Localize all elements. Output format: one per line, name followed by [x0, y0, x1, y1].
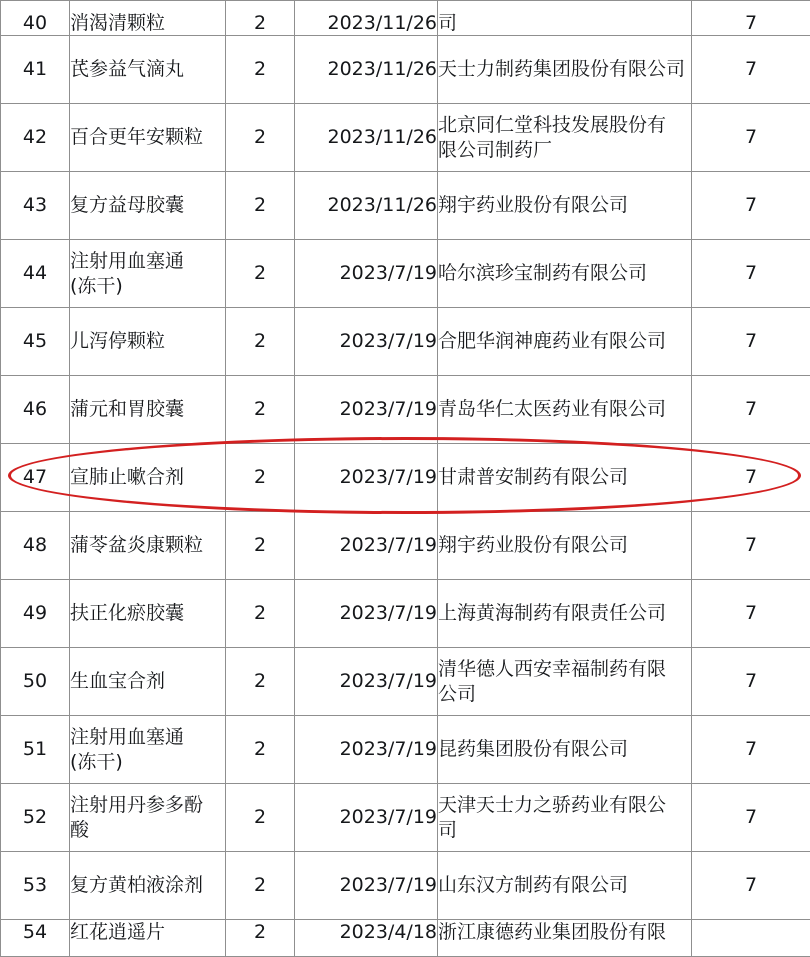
- drug-name-line-2: (冻干): [70, 274, 225, 298]
- score-cell: 7: [692, 308, 810, 376]
- table-row-highlighted[interactable]: [1, 444, 810, 512]
- company-line-2: 公司: [438, 682, 691, 706]
- table-row[interactable]: [1, 852, 810, 920]
- score-cell: 7: [692, 172, 810, 240]
- table-row[interactable]: [1, 580, 810, 648]
- quantity-cell: 2: [226, 1, 295, 36]
- row-index-cell: 51: [1, 716, 70, 784]
- company-line-2: 限公司制药厂: [438, 138, 691, 162]
- drug-name-cell: 儿泻停颗粒: [70, 308, 226, 376]
- row-index-cell: 44: [1, 240, 70, 308]
- date-cell: 2023/7/19: [295, 512, 438, 580]
- drug-name-cell: 生血宝合剂: [70, 648, 226, 716]
- date-cell: 2023/11/26: [295, 36, 438, 104]
- company-cell: 上海黄海制药有限责任公司: [438, 580, 692, 648]
- row-index-cell: 53: [1, 852, 70, 920]
- row-index-cell: 54: [1, 920, 70, 957]
- row-index-cell: 47: [1, 444, 70, 512]
- score-cell: 7: [692, 444, 810, 512]
- date-cell: 2023/4/18: [295, 920, 438, 957]
- date-cell: 2023/7/19: [295, 648, 438, 716]
- row-index-cell: 46: [1, 376, 70, 444]
- row-index-cell: 45: [1, 308, 70, 376]
- table-row[interactable]: [1, 172, 810, 240]
- score-cell: [692, 920, 810, 957]
- score-cell: 7: [692, 104, 810, 172]
- company-cell: [438, 648, 692, 716]
- row-index-cell: 40: [1, 1, 70, 36]
- company-cell: 翔宇药业股份有限公司: [438, 172, 692, 240]
- drug-name-cell: [70, 240, 226, 308]
- drug-name-cell: 芪参益气滴丸: [70, 36, 226, 104]
- company-cell: [438, 104, 692, 172]
- drug-name-cell: [70, 716, 226, 784]
- score-cell: 7: [692, 784, 810, 852]
- score-cell: 7: [692, 240, 810, 308]
- date-cell: 2023/7/19: [295, 580, 438, 648]
- drug-name-cell: 扶正化瘀胶囊: [70, 580, 226, 648]
- drug-name-cell: 红花逍遥片: [70, 920, 226, 957]
- date-cell: 2023/11/26: [295, 172, 438, 240]
- quantity-cell: 2: [226, 512, 295, 580]
- quantity-cell: 2: [226, 172, 295, 240]
- row-index-cell: 49: [1, 580, 70, 648]
- drug-name-cell: 宣肺止嗽合剂: [70, 444, 226, 512]
- row-index-cell: 48: [1, 512, 70, 580]
- quantity-cell: 2: [226, 648, 295, 716]
- quantity-cell: 2: [226, 716, 295, 784]
- row-index-cell: 43: [1, 172, 70, 240]
- score-cell: 7: [692, 1, 810, 36]
- drug-name-cell: [70, 784, 226, 852]
- table-row[interactable]: [1, 36, 810, 104]
- score-cell: 7: [692, 716, 810, 784]
- date-cell: 2023/7/19: [295, 376, 438, 444]
- date-cell: 2023/7/19: [295, 716, 438, 784]
- table-row[interactable]: [1, 512, 810, 580]
- date-cell: 2023/7/19: [295, 240, 438, 308]
- score-cell: 7: [692, 580, 810, 648]
- table-body: [1, 1, 810, 957]
- quantity-cell: 2: [226, 852, 295, 920]
- row-index-cell: 52: [1, 784, 70, 852]
- table-row[interactable]: [1, 1, 810, 36]
- table-row[interactable]: [1, 104, 810, 172]
- drug-name-cell: 蒲元和胃胶囊: [70, 376, 226, 444]
- quantity-cell: 2: [226, 580, 295, 648]
- company-line-1: 清华德人西安幸福制药有限: [438, 657, 691, 681]
- date-cell: 2023/7/19: [295, 308, 438, 376]
- table-row[interactable]: [1, 240, 810, 308]
- company-line-1: 北京同仁堂科技发展股份有: [438, 113, 691, 137]
- company-cell: 合肥华润神鹿药业有限公司: [438, 308, 692, 376]
- quantity-cell: 2: [226, 784, 295, 852]
- drug-name-line-1: 注射用血塞通: [70, 249, 225, 273]
- date-cell: 2023/7/19: [295, 784, 438, 852]
- company-cell: [438, 784, 692, 852]
- drug-name-line-1: 注射用血塞通: [70, 725, 225, 749]
- row-index-cell: 50: [1, 648, 70, 716]
- table-row[interactable]: [1, 376, 810, 444]
- company-cell: 浙江康德药业集团股份有限: [438, 920, 692, 957]
- drug-name-cell: 蒲苓盆炎康颗粒: [70, 512, 226, 580]
- quantity-cell: 2: [226, 240, 295, 308]
- score-cell: 7: [692, 36, 810, 104]
- drug-name-line-1: 注射用丹参多酚: [70, 793, 225, 817]
- company-cell: 甘肃普安制药有限公司: [438, 444, 692, 512]
- company-cell: 司: [438, 1, 692, 36]
- score-cell: 7: [692, 376, 810, 444]
- quantity-cell: 2: [226, 104, 295, 172]
- quantity-cell: 2: [226, 920, 295, 957]
- drug-name-cell: 复方黄柏液涂剂: [70, 852, 226, 920]
- table-row[interactable]: [1, 920, 810, 957]
- date-cell: 2023/11/26: [295, 104, 438, 172]
- company-cell: 哈尔滨珍宝制药有限公司: [438, 240, 692, 308]
- company-line-1: 天津天士力之骄药业有限公: [438, 793, 691, 817]
- table-row[interactable]: [1, 648, 810, 716]
- quantity-cell: 2: [226, 36, 295, 104]
- drug-name-cell: 复方益母胶囊: [70, 172, 226, 240]
- company-cell: 青岛华仁太医药业有限公司: [438, 376, 692, 444]
- table-row[interactable]: [1, 784, 810, 852]
- company-line-2: 司: [438, 818, 691, 842]
- company-cell: 天士力制药集团股份有限公司: [438, 36, 692, 104]
- company-cell: 山东汉方制药有限公司: [438, 852, 692, 920]
- quantity-cell: 2: [226, 444, 295, 512]
- drug-name-line-2: (冻干): [70, 750, 225, 774]
- date-cell: 2023/7/19: [295, 852, 438, 920]
- row-index-cell: 42: [1, 104, 70, 172]
- table-row[interactable]: [1, 308, 810, 376]
- quantity-cell: 2: [226, 308, 295, 376]
- drug-name-line-2: 酸: [70, 818, 225, 842]
- score-cell: 7: [692, 852, 810, 920]
- score-cell: 7: [692, 648, 810, 716]
- date-cell: 2023/7/19: [295, 444, 438, 512]
- date-cell: 2023/11/26: [295, 1, 438, 36]
- score-cell: 7: [692, 512, 810, 580]
- quantity-cell: 2: [226, 376, 295, 444]
- company-cell: 昆药集团股份有限公司: [438, 716, 692, 784]
- row-index-cell: 41: [1, 36, 70, 104]
- company-cell: 翔宇药业股份有限公司: [438, 512, 692, 580]
- table-row[interactable]: [1, 716, 810, 784]
- drug-name-cell: 消渴清颗粒: [70, 1, 226, 36]
- drug-name-cell: 百合更年安颗粒: [70, 104, 226, 172]
